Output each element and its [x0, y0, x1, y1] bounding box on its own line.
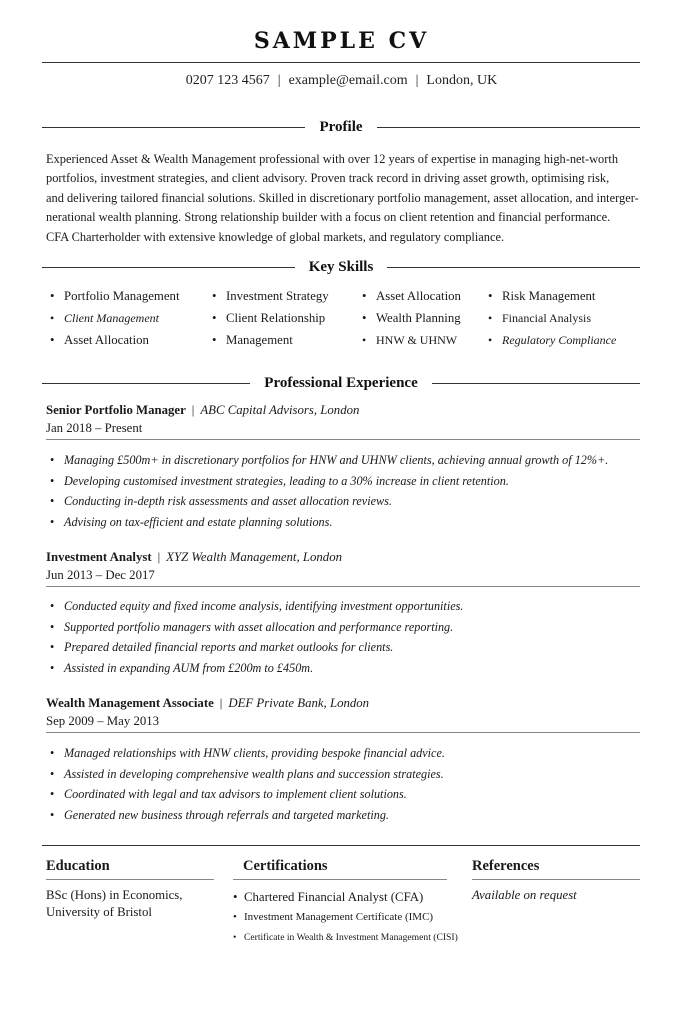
- certification-item: • Chartered Financial Analyst (CFA): [233, 890, 424, 904]
- bullet: •: [50, 333, 55, 347]
- skills-heading: Key Skills: [308, 258, 374, 275]
- job-dates: Jun 2013 – Dec 2017: [46, 568, 155, 582]
- education-block: [46, 887, 183, 921]
- job-separator: |: [219, 696, 223, 710]
- bullet: •: [362, 311, 367, 325]
- bullet: •: [362, 289, 367, 303]
- job-bullet: • Conducted equity and fixed income analysis, identifying investment opportunities.: [50, 599, 464, 613]
- heading-rule: [42, 127, 305, 128]
- job-org: XYZ Wealth Management, London: [166, 550, 342, 564]
- job-rule: [46, 439, 640, 440]
- bullet: •: [488, 289, 493, 303]
- bottom-section-rule: [42, 845, 640, 846]
- job-dates: Jan 2018 – Present: [46, 421, 143, 435]
- skill-item: • Management: [212, 333, 293, 347]
- job-bullet: • Supported portfolio managers with asset allocation and performance reporting.: [50, 619, 454, 634]
- references-rule: [472, 879, 640, 880]
- job-bullet: • Conducting in-depth risk assessments and asset allocation reviews.: [50, 494, 392, 508]
- profile-line: nerational wealth planning. Strong relationship builder with a focus on client retention and financial performance.: [46, 210, 611, 225]
- profile-line: CFA Charterholder with extensive knowledge of global markets, and regulatory compliance.: [46, 229, 505, 244]
- contact-separator: |: [415, 73, 419, 88]
- experience-heading-row: [42, 373, 640, 393]
- job-role: Investment Analyst: [46, 550, 152, 564]
- job-bullet: • Managing £500m+ in discretionary portfolios for HNW and UHNW clients, achieving annual growth of 12%+.: [50, 453, 609, 467]
- job-bullet: • Assisted in developing comprehensive wealth plans and succession strategies.: [50, 766, 444, 781]
- profile-line: and delivering tailored financial solutions. Skilled in discretionary portfolio management, asset allocation, and interger-: [46, 190, 639, 205]
- job-role: Senior Portfolio Manager: [46, 403, 186, 417]
- job-org: DEF Private Bank, London: [228, 696, 370, 710]
- job-rule: [46, 586, 640, 587]
- job-title-row: [46, 550, 342, 565]
- job-bullets: [50, 743, 640, 825]
- education-rule: [46, 879, 214, 880]
- heading-rule: [42, 383, 250, 384]
- skill-item: • Wealth Planning: [362, 311, 461, 325]
- job-bullets: [50, 450, 640, 532]
- job-bullet: • Generated new business through referrals and targeted marketing.: [50, 807, 389, 822]
- job-separator: |: [157, 550, 161, 564]
- bullet: •: [212, 333, 217, 347]
- heading-rule: [387, 267, 640, 268]
- contact-email: example@email.com: [288, 73, 408, 88]
- profile-text: [46, 150, 640, 247]
- bullet: •: [50, 311, 55, 325]
- bullet: •: [50, 289, 55, 303]
- education-school: University of Bristol: [46, 905, 152, 919]
- job-bullets: [50, 596, 640, 678]
- skill-item: • Risk Management: [488, 289, 596, 303]
- education-degree: BSc (Hons) in Economics,: [46, 888, 183, 902]
- heading-rule: [42, 267, 295, 268]
- job-dates: Sep 2009 – May 2013: [46, 714, 160, 728]
- job-bullet: • Prepared detailed financial reports and market outlooks for clients.: [50, 640, 394, 654]
- job-bullet: • Developing customised investment strategies, leading to a 30% increase in client retention.: [50, 473, 509, 488]
- skill-item: • Client Relationship: [212, 311, 326, 325]
- skill-item: • Asset Allocation: [50, 333, 149, 347]
- certifications-rule: [233, 879, 447, 880]
- header-rule: [42, 62, 640, 63]
- experience-heading: Professional Experience: [264, 374, 418, 391]
- certifications-heading: Certifications: [243, 858, 328, 874]
- profile-line: Experienced Asset & Wealth Management professional with over 12 years of expertise in managing high-net-worth: [46, 152, 619, 166]
- skill-item: • Portfolio Management: [50, 289, 180, 303]
- references-text: Available on request: [472, 888, 577, 902]
- skill-item: • HNW & UHNW: [362, 333, 458, 347]
- job-bullet: • Coordinated with legal and tax advisors to implement client solutions.: [50, 787, 407, 801]
- bullet: •: [488, 311, 493, 325]
- education-heading: Education: [46, 858, 110, 874]
- job-rule: [46, 732, 640, 733]
- heading-rule: [432, 383, 640, 384]
- skill-item: • Investment Strategy: [212, 289, 329, 303]
- contact-line: [0, 73, 683, 89]
- profile-heading: Profile: [319, 118, 363, 135]
- certifications-list: [233, 887, 458, 948]
- heading-rule: [377, 127, 640, 128]
- bullet: •: [488, 333, 493, 347]
- job-title-row: [46, 403, 359, 418]
- job-separator: |: [191, 403, 195, 417]
- contact-phone: 0207 123 4567: [185, 73, 270, 88]
- job-bullet: • Assisted in expanding AUM from £200m to £450m.: [50, 660, 314, 675]
- skill-item: • Client Management: [50, 311, 159, 325]
- references-heading: References: [472, 858, 540, 874]
- job-org: ABC Capital Advisors, London: [200, 403, 360, 417]
- job-title-row: [46, 696, 369, 711]
- contact-separator: |: [277, 73, 281, 88]
- cv-title: SAMPLE CV: [253, 28, 430, 54]
- profile-heading-row: [42, 117, 640, 137]
- bullet: •: [212, 311, 217, 325]
- contact-location: London, UK: [426, 73, 498, 88]
- certification-item: • Certificate in Wealth & Investment Management (CISI): [233, 932, 458, 943]
- profile-line: portfolios, investment strategies, and client advisory. Proven track record in driving asset growth, optimising risk,: [46, 171, 610, 186]
- job-bullet: • Managed relationships with HNW clients, providing bespoke financial advice.: [50, 746, 445, 760]
- bullet: •: [362, 333, 367, 347]
- skill-item: • Asset Allocation: [362, 289, 461, 303]
- skill-item: • Regulatory Compliance: [488, 333, 617, 347]
- job-role: Wealth Management Associate: [46, 696, 214, 710]
- skill-item: • Financial Analysis: [488, 311, 591, 325]
- job-bullet: • Advising on tax-efficient and estate planning solutions.: [50, 514, 333, 529]
- bullet: •: [212, 289, 217, 303]
- skills-heading-row: [42, 257, 640, 277]
- certification-item: • Investment Management Certificate (IMC): [233, 911, 434, 923]
